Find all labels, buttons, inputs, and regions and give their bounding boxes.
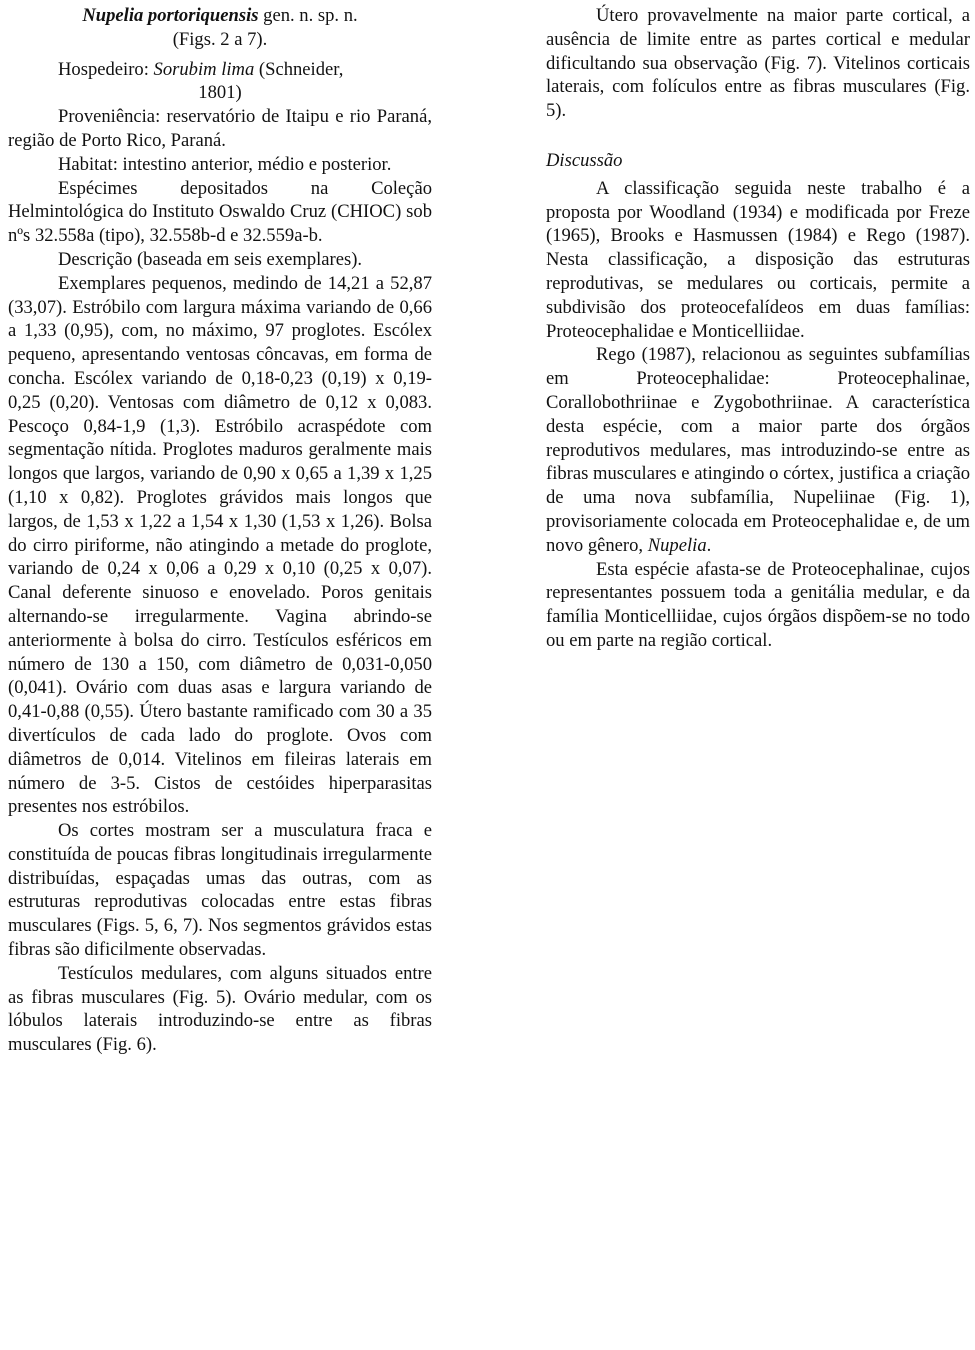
host-year: 1801) — [198, 82, 242, 104]
host-line — [8, 58, 432, 82]
species-comparison-paragraph: Esta espécie afasta-se de Proteocephalinae, cujos representantes possuem toda a genitália medular, e da família Monticelliidae, cujos órgãos dispõem-se no todo ou em parte na região cortical. — [546, 558, 970, 651]
species-designation: gen. n. sp. n. — [258, 5, 358, 26]
uterus-paragraph: Útero provavelmente na maior parte cortical, a ausência de limite entre as partes cortical e medular dificultando sua observação (Fig. 7). Vitelinos corticais laterais, com folículos entre as fibras musculares (Fig. 5). — [546, 5, 970, 122]
habitat-paragraph: Habitat: intestino anterior, médio e posterior. — [58, 153, 392, 175]
rego-paragraph-text: Rego (1987), relacionou as seguintes subfamílias em Proteocephalidae: Proteocephalinae, Corallobothriinae e Zygobothriinae. A característica desta espécie, com a maior parte dos órgãos reprodutivos medulares, mas introduzindo-se entre as fibras musculares e atingindo o córtex, justifica a criação de uma nova subfamília, Nupeliinae (Fig. 1), provisoriamente colocada em Proteocephalidae e, de um novo gênero, — [546, 344, 970, 556]
species-name: Nupelia portoriquensis — [82, 5, 259, 26]
genus-name: Nupelia — [647, 534, 707, 556]
origin-paragraph: Proveniência: reservatório de Itaipu e rio Paraná, região de Porto Rico, Paraná. — [8, 106, 432, 151]
species-title — [8, 4, 432, 28]
right-column — [546, 4, 970, 653]
figure-reference: (Figs. 2 a 7). — [172, 28, 268, 50]
description-paragraph: Exemplares pequenos, medindo de 14,21 a 52,87 (33,07). Estróbilo com largura máxima variando de 0,66 a 1,33 (0,95), com, no máximo, 97 proglotes. Escólex pequeno, apresentando ventosas côncavas, em forma de concha. Escólex variando de 0,18-0,23 (0,19) x 0,19-0,25 (0,20). Ventosas com diâmetro de 0,12 x 0,083. Pescoço 0,84-1,9 (1,3). Estróbilo acraspédote com segmentação nítida. Proglotes maduros geralmente mais longos que largos, variando de 0,90 x 0,65 a 1,39 x 1,25 (1,10 x 0,82). Proglotes grávidos mais longos que largos, de 1,53 x 1,22 a 1,54 x 1,30 (1,53 x 1,26). Bolsa do cirro piriforme, não atingindo a metade do proglote, variando de 0,24 x 0,06 a 0,29 x 0,10 (0,25 x 0,07). Canal deferente sinuoso e enovelado. Poros genitais alternando-se irregularmente. Vagina abrindo-se anteriormente à bolsa do cirro. Testículos esféricos em número de 130 a 150, com diâmetro de 0,031-0,050 (0,041). Ovário com duas asas e largura variando de 0,41-0,88 (0,55). Útero bastante ramificado com 30 a 35 divertículos de cada lado do proglote. Ovos com diâmetros de 0,014. Vitelinos em fileiras laterais em número de 3-5. Cistos de cestóides hiperparasitas presentes nos estróbilos. — [8, 272, 432, 818]
specimens-paragraph: Espécimes depositados na Coleção Helmintológica do Instituto Oswaldo Cruz (CHIOC) sob nºs 32.558a (tipo), 32.558b-d e 32.559a-b. — [8, 177, 432, 247]
classification-paragraph: A classificação seguida neste trabalho é a proposta por Woodland (1934) e modificada por Freze (1965), Brooks e Hasmussen (1984) e Rego (1987). Nesta classificação, a disposição das estruturas reprodutivas, se medulares ou corticais, permite a subdivisão dos proteocefalídeos em duas famílias: Proteocephalidae e Monticelliidae. — [546, 177, 970, 342]
host-species: Sorubim lima — [153, 58, 255, 80]
description-heading: Descrição (baseada em seis exemplares). — [58, 248, 363, 270]
rego-paragraph — [546, 343, 970, 557]
host-label: Hospedeiro: — [58, 58, 154, 80]
left-column — [8, 4, 432, 1057]
sections-paragraph: Os cortes mostram ser a musculatura fraca e constituída de poucas fibras longitudinais irregularmente distribuídas, espaçadas umas das outras, com as estruturas reprodutivas colocadas entre estas fibras musculares (Figs. 5, 6, 7). Nos segmentos grávidos estas fibras são dificilmente observadas. — [8, 820, 432, 961]
discussion-heading: Discussão — [546, 149, 623, 171]
testes-paragraph: Testículos medulares, com alguns situados entre as fibras musculares (Fig. 5). Ovário medular, com os lóbulos laterais introduzindo-se entre as fibras musculares (Fig. 6). — [8, 962, 432, 1056]
host-author: (Schneider, — [254, 58, 344, 80]
rego-paragraph-end: . — [706, 534, 712, 556]
